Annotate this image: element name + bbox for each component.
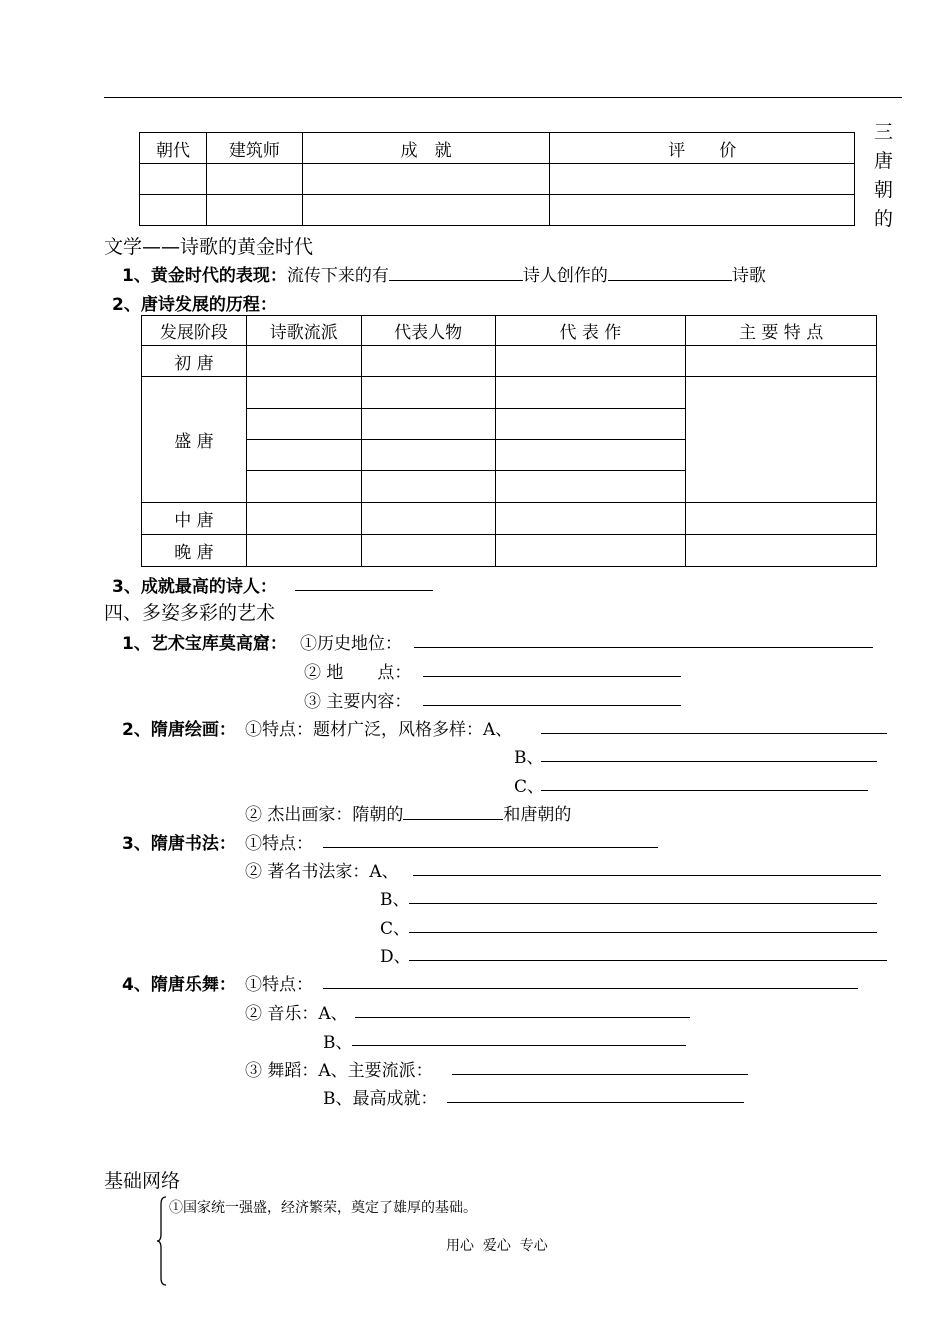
painting-label: 2、隋唐绘画： (122, 720, 236, 740)
table2-cell[interactable] (361, 535, 495, 567)
calligrapher-c-label: C、 (380, 919, 411, 939)
table1-cell[interactable] (206, 164, 302, 195)
mogao-content-label: ③ 主要内容： (304, 692, 412, 712)
music-a-label: ② 音乐：A、 (245, 1004, 348, 1024)
table2-cell[interactable] (246, 377, 361, 409)
table2-cell[interactable] (686, 503, 877, 535)
table2-cell[interactable] (246, 346, 361, 377)
painting-artists-a: ② 杰出画家：隋朝的 (245, 805, 404, 825)
network-title: 基础网络 (104, 1170, 181, 1192)
item1-text-a: 流传下来的有 (286, 266, 389, 286)
table1-header-achievement: 成 就 (302, 133, 550, 164)
item1-text-c: 诗歌 (731, 266, 766, 286)
table1-cell[interactable] (302, 195, 550, 226)
blank-calligrapher-c[interactable] (409, 932, 877, 933)
music-feature-label: ①特点： (245, 975, 313, 995)
painting-artists-b: 和唐朝的 (503, 805, 572, 825)
table2-cell[interactable] (361, 409, 495, 440)
table2-cell[interactable] (246, 503, 361, 535)
blank-music-b[interactable] (352, 1045, 686, 1046)
table2-cell[interactable] (246, 471, 361, 503)
table1-cell[interactable] (140, 164, 207, 195)
table2-cell[interactable] (246, 440, 361, 471)
calligraphy-label: 3、隋唐书法： (122, 834, 236, 854)
table2-cell[interactable] (495, 440, 686, 471)
brace-icon (156, 1196, 168, 1286)
blank-mogao-location[interactable] (423, 676, 681, 677)
table2-cell[interactable] (361, 346, 495, 377)
blank-poem-count[interactable] (389, 280, 523, 281)
blank-calligraphy-feature[interactable] (323, 847, 658, 848)
music-b-label: B、 (323, 1033, 353, 1053)
network-line1: ①国家统一强盛，经济繁荣，奠定了雄厚的基础。 (169, 1200, 477, 1216)
table2-cell[interactable] (495, 346, 686, 377)
table2-cell[interactable] (361, 503, 495, 535)
music-label: 4、隋唐乐舞： (122, 975, 236, 995)
blank-calligrapher-b[interactable] (409, 903, 877, 904)
table1-cell[interactable] (550, 164, 855, 195)
table1-cell[interactable] (206, 195, 302, 226)
table2-cell[interactable] (361, 440, 495, 471)
mogao-label: 1、艺术宝库莫高窟： (122, 634, 287, 654)
painting-feature-label: ①特点：题材广泛，风格多样：A、 (245, 720, 513, 740)
blank-mogao-status[interactable] (414, 647, 873, 648)
table2-cell-features-high[interactable] (686, 377, 877, 503)
table1-cell[interactable] (302, 164, 550, 195)
calligrapher-a-label: ② 著名书法家：A、 (245, 862, 399, 882)
calligrapher-b-label: B、 (380, 890, 410, 910)
stage-high-tang: 盛 唐 (142, 377, 247, 503)
table1-header-architect: 建筑师 (206, 133, 302, 164)
table1-header-evaluation: 评 价 (550, 133, 855, 164)
item1-text-b: 诗人创作的 (522, 266, 608, 286)
blank-calligrapher-a[interactable] (413, 875, 881, 876)
table2-header-stage: 发展阶段 (142, 316, 247, 346)
calligrapher-d-label: D、 (380, 947, 411, 967)
blank-painting-a[interactable] (541, 733, 887, 734)
blank-painting-b[interactable] (541, 761, 877, 762)
side-vertical-heading (874, 118, 896, 234)
blank-mogao-content[interactable] (423, 705, 681, 706)
blank-dance-school[interactable] (452, 1074, 748, 1075)
blank-music-feature[interactable] (323, 988, 858, 989)
blank-poet-count[interactable] (608, 280, 732, 281)
blank-dance-achievement[interactable] (447, 1102, 744, 1103)
table2-cell[interactable] (495, 503, 686, 535)
table2-cell[interactable] (246, 409, 361, 440)
art-title: 四、多姿多彩的艺术 (104, 602, 276, 624)
table2-cell[interactable] (495, 377, 686, 409)
painting-artists (245, 800, 571, 825)
table2-cell[interactable] (361, 377, 495, 409)
dance-achievement-label: B、最高成就： (323, 1089, 438, 1109)
literature-title: 文学——诗歌的黄金时代 (104, 236, 314, 258)
dance-school-label: ③ 舞蹈：A、主要流派： (245, 1061, 433, 1081)
table2-cell[interactable] (495, 409, 686, 440)
blank-calligrapher-d[interactable] (409, 960, 887, 961)
table2-cell[interactable] (246, 535, 361, 567)
poetry-table (141, 315, 877, 567)
blank-painting-c[interactable] (541, 790, 868, 791)
table2-cell[interactable] (686, 535, 877, 567)
painting-b-label: B、 (514, 748, 544, 768)
table2-header-school: 诗歌流派 (246, 316, 361, 346)
blank-greatest-poet[interactable] (295, 590, 433, 591)
table2-cell[interactable] (686, 346, 877, 377)
side-char: 朝 (874, 179, 894, 201)
side-char: 唐 (874, 150, 894, 172)
table1-cell[interactable] (550, 195, 855, 226)
stage-mid-tang: 中 唐 (142, 503, 247, 535)
mogao-location-label: ② 地 点： (304, 663, 412, 683)
table2-cell[interactable] (495, 471, 686, 503)
table2-header-works: 代 表 作 (495, 316, 686, 346)
table1-cell[interactable] (140, 195, 207, 226)
table2-header-features: 主 要 特 点 (686, 316, 877, 346)
literature-item1 (122, 261, 766, 286)
literature-item3: 3、成就最高的诗人： (112, 577, 277, 597)
table2-header-figure: 代表人物 (361, 316, 495, 346)
blank-music-a[interactable] (355, 1017, 690, 1018)
top-rule (104, 97, 902, 98)
side-char: 的 (874, 208, 894, 230)
mogao-status-label: ①历史地位： (300, 634, 402, 654)
painting-c-label: C、 (514, 777, 545, 797)
stage-late-tang: 晚 唐 (142, 535, 247, 567)
footer-text: 用心 爱心 专心 (446, 1238, 548, 1254)
item1-label: 1、黄金时代的表现： (122, 266, 287, 286)
table2-cell[interactable] (361, 471, 495, 503)
table1-header-dynasty: 朝代 (140, 133, 207, 164)
blank-sui-painter[interactable] (403, 819, 503, 820)
literature-item2: 2、唐诗发展的历程： (112, 295, 277, 315)
side-char: 三 (874, 121, 894, 143)
stage-early-tang: 初 唐 (142, 346, 247, 377)
table2-cell[interactable] (495, 535, 686, 567)
architect-table (139, 132, 855, 226)
calligraphy-feature-label: ①特点： (245, 834, 313, 854)
